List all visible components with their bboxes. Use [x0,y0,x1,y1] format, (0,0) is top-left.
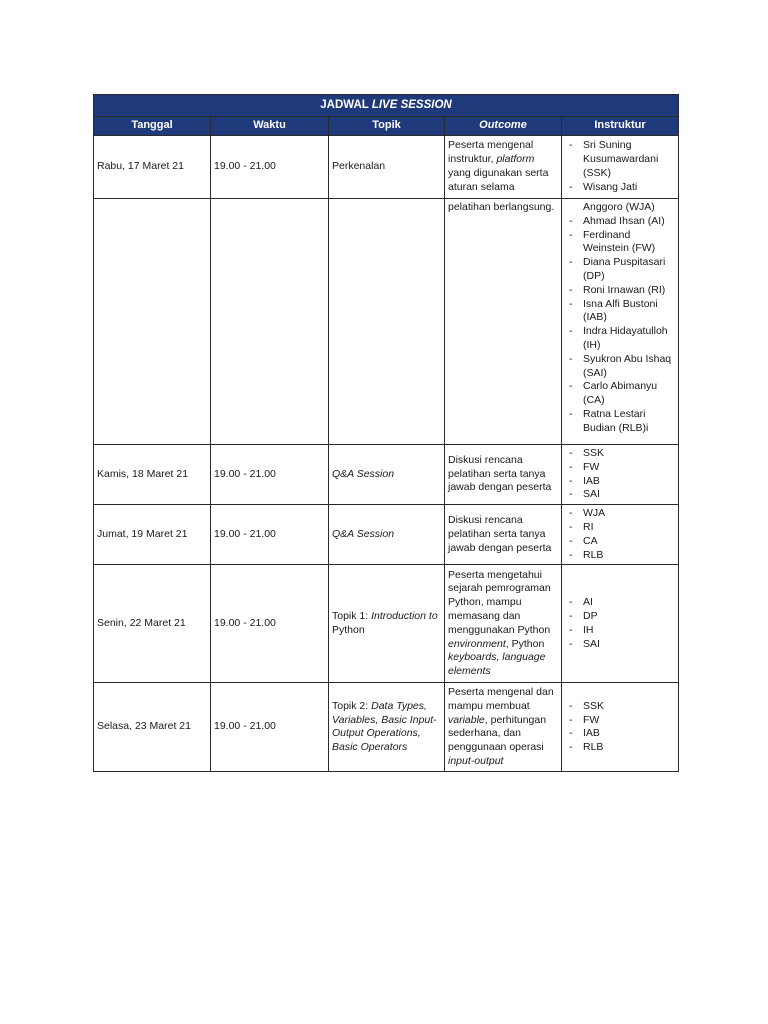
list-item: - SSK [565,447,675,461]
list-item: - FW [565,714,675,728]
list-item: - SAI [565,638,675,652]
list-item: - Sri Suning Kusumawardani (SSK) [565,139,675,180]
list-item: - RLB [565,741,675,755]
cell-outcome: Peserta mengenal instruktur, platform yang digunakan serta aturan selama [445,136,562,199]
cell-tanggal: Senin, 22 Maret 21 [94,565,211,683]
cell-outcome: pelatihan berlangsung. [445,199,562,445]
table-row [94,136,679,199]
cell-tanggal: Jumat, 19 Maret 21 [94,505,211,565]
table-row [94,565,679,683]
cell-waktu: 19.00 - 21.00 [211,445,329,505]
list-item: - IAB [565,727,675,741]
cell-waktu: 19.00 - 21.00 [211,683,329,772]
cell-outcome: Peserta mengetahui sejarah pemrograman Python, mampu memasang dan menggunakan Python environment, Python keyboards, language elements [445,565,562,683]
cell-instruktur [562,136,679,199]
header-outcome: Outcome [445,117,562,136]
cell-instruktur [562,199,679,445]
table-row [94,683,679,772]
list-item: - Syukron Abu Ishaq (SAI) [565,353,675,381]
table-row [94,445,679,505]
table-header-row [94,117,679,136]
list-item: - SAI [565,488,675,502]
list-item: - Isna Alfi Bustoni (IAB) [565,298,675,326]
list-item: - CA [565,535,675,549]
list-item: - IH [565,624,675,638]
table-row [94,505,679,565]
cell-waktu: 19.00 - 21.00 [211,505,329,565]
cell-topik: Perkenalan [329,136,445,199]
list-item: - Indra Hidayatulloh (IH) [565,325,675,353]
list-item: - SSK [565,700,675,714]
list-item: - Wisang Jati [565,181,675,195]
cell-instruktur [562,505,679,565]
list-item: Anggoro (WJA) [583,201,655,213]
list-item: - Ferdinand Weinstein (FW) [565,229,675,257]
cell-tanggal: Kamis, 18 Maret 21 [94,445,211,505]
cell-instruktur [562,683,679,772]
cell-topik: Topik 2: Data Types, Variables, Basic Input-Output Operations, Basic Operators [329,683,445,772]
list-item: - AI [565,596,675,610]
header-waktu: Waktu [211,117,329,136]
table-title-row [94,95,679,117]
cell-outcome: Diskusi rencana pelatihan serta tanya jawab dengan peserta [445,505,562,565]
list-item: - Ahmad Ihsan (AI) [565,215,675,229]
table-row [94,199,679,445]
cell-tanggal: Rabu, 17 Maret 21 [94,136,211,199]
list-item: - Carlo Abimanyu (CA) [565,380,675,408]
header-tanggal: Tanggal [94,117,211,136]
list-item: - Ratna Lestari Budian (RLB)i [565,408,675,436]
cell-outcome: Peserta mengenal dan mampu membuat variable, perhitungan sederhana, dan penggunaan operasi input-output [445,683,562,772]
cell-topik [329,199,445,445]
cell-instruktur [562,445,679,505]
table-title: JADWAL LIVE SESSION [94,95,679,117]
list-item: - WJA [565,507,675,521]
cell-waktu [211,199,329,445]
cell-topik: Q&A Session [329,505,445,565]
list-item: - Diana Puspitasari (DP) [565,256,675,284]
header-topik: Topik [329,117,445,136]
cell-tanggal [94,199,211,445]
header-instruktur: Instruktur [562,117,679,136]
cell-topik: Q&A Session [329,445,445,505]
cell-topik: Topik 1: Introduction to Python [329,565,445,683]
live-session-schedule-table [93,94,679,772]
list-item: - Roni Irnawan (RI) [565,284,675,298]
list-item: - RI [565,521,675,535]
cell-tanggal: Selasa, 23 Maret 21 [94,683,211,772]
list-item: - IAB [565,475,675,489]
cell-outcome: Diskusi rencana pelatihan serta tanya jawab dengan peserta [445,445,562,505]
cell-waktu: 19.00 - 21.00 [211,565,329,683]
list-item: - FW [565,461,675,475]
cell-waktu: 19.00 - 21.00 [211,136,329,199]
list-item: - DP [565,610,675,624]
list-item: - RLB [565,549,675,563]
cell-instruktur [562,565,679,683]
